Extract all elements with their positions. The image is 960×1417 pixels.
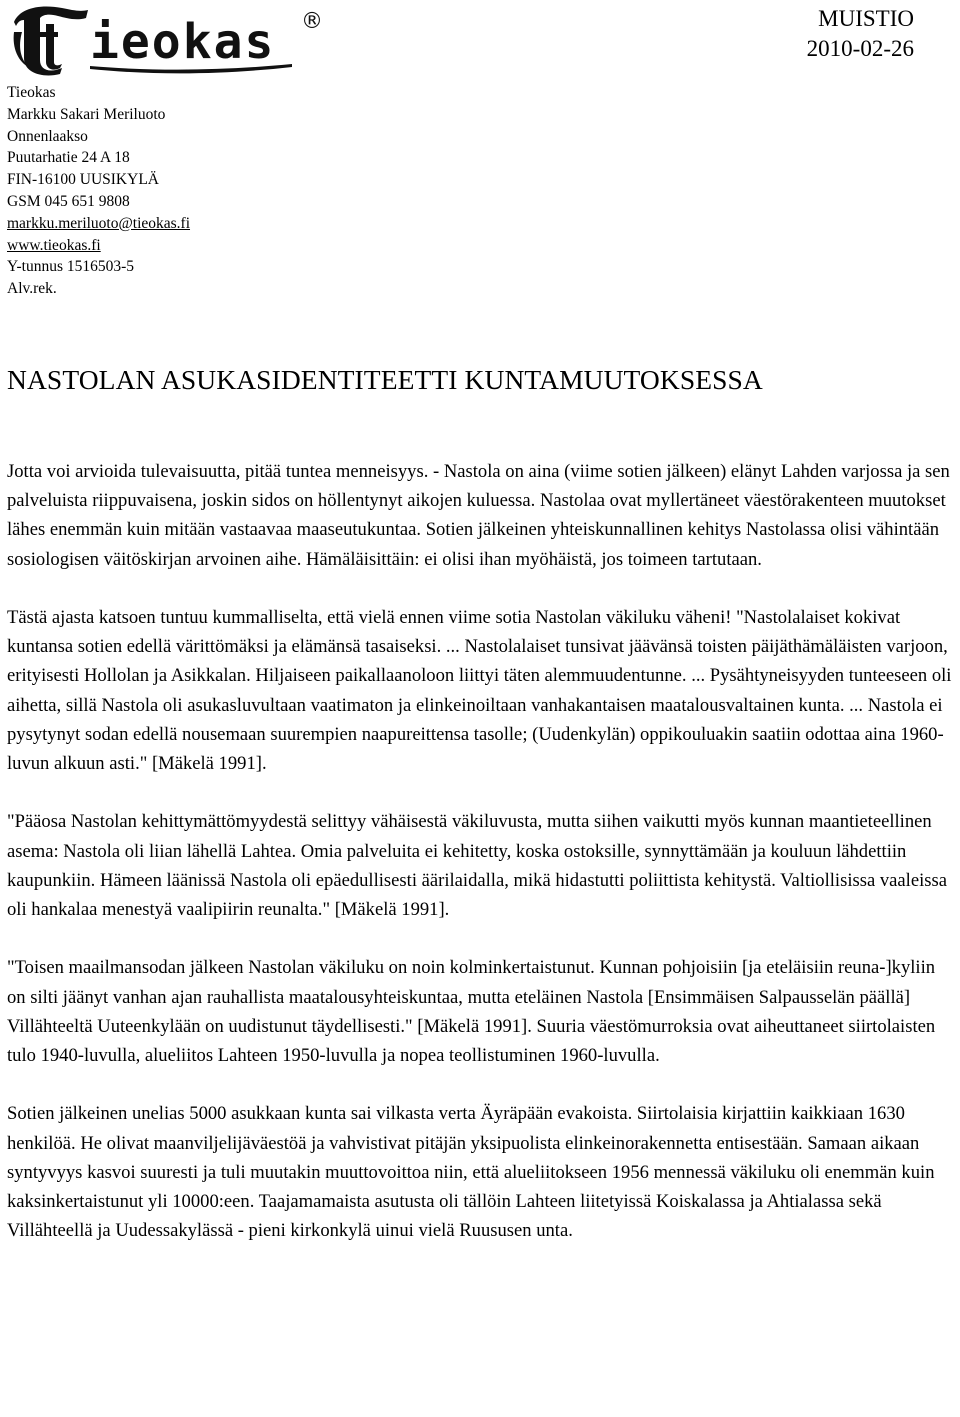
memo-label: MUISTIO — [818, 6, 914, 31]
contact-website-row — [7, 235, 190, 257]
contact-place: Onnenlaakso — [7, 127, 88, 145]
contact-website-link[interactable]: www.tieokas.fi — [7, 236, 101, 254]
logo-t-glyph — [14, 7, 88, 76]
body-paragraph: Jotta voi arvioida tulevaisuutta, pitää tuntea menneisyys. - Nastola on aina (viime sotien jälkeen) elänyt Lahden varjossa ja sen palveluista riippuvaisena, joskin sidos on höllentynyt aikojen kuluessa. Nastolaa ovat myllertäneet väestörakenteen muutokset lähes enemmän kuin mitään vastaavaa maaseutukuntaa. Sotien jälkeinen yhteiskunnallinen kehitys Nastolassa olisi vähintään sosiologisen väitöskirjan arvoinen aihe. Hämäläisittäin: ei olisi ihan myöhäistä, jos toimeen tartutaan. — [7, 461, 950, 570]
memo-header — [807, 4, 914, 64]
tieokas-logo — [10, 2, 330, 76]
contact-company: Tieokas — [7, 84, 56, 101]
document-body — [7, 457, 953, 1245]
contact-email-link[interactable]: markku.meriluoto@tieokas.fi — [7, 214, 191, 232]
contact-block — [7, 82, 190, 300]
contact-phone: GSM 045 651 9808 — [7, 192, 130, 210]
body-paragraph: "Pääosa Nastolan kehittymättömyydestä selittyy vähäisestä väkiluvusta, mutta siihen vaikutti myös kunnan maantieteellinen asema: Nastola oli liian lähellä Lahtea. Omia palveluita ei kehitetty, koska ostoksille, synnyttämään ja kouluun lähdettiin kaupunkiin. Hämeen läänissä Nastola oli epäedullisesti äärilaidalla, mikä hidastutti poliittista kehitystä. Valtiollisissa vaaleissa oli hankalaa menestyä vaalipiirin reunalta." [Mäkelä 1991]. — [7, 811, 947, 921]
contact-business-id: Y-tunnus 1516503-5 — [7, 258, 135, 276]
document-title: NASTOLAN ASUKASIDENTITEETTI KUNTAMUUTOKSESSA — [7, 364, 763, 395]
contact-email-row — [7, 213, 190, 235]
contact-street: Puutarhatie 24 A 18 — [7, 149, 130, 167]
memo-date: 2010-02-26 — [806, 36, 914, 61]
body-paragraph: "Toisen maailmansodan jälkeen Nastolan väkiluku on noin kolminkertaistunut. Kunnan pohjoisiin [ja eteläisiin reuna-]kyliin on silti jäänyt vanhan ajan rauhallista maatalousyhteiskuntaa, mutta eteläinen Nastola [Ensimmäisen Salpausselän päällä] Villähteeltä Uuteenkylään on uudistunut täydellisesti." [Mäkelä 1991]. Suuria väestömurroksia ovat aiheuttaneet siirtolaisten tulo 1940-luvulla, alueliitos Lahteen 1950-luvulla ja nopea teollistuminen 1960-luvulla. — [7, 957, 936, 1067]
body-paragraph: Sotien jälkeinen unelias 5000 asukkaan kunta sai vilkasta verta Äyräpään evakoista. Siirtolaisia kirjattiin kaikkiaan 1630 henkilöä. He olivat maanviljelijäväestöä ja vahvistivat pitäjän yksipuolista elinkeinorakennetta entisestään. Samaan aikaan syntyvyys kasvoi suuresti ja tuli muutakin muuttovoittoa niin, että alueliitokseen 1956 mennessä väkiluku oli enemmän kuin kaksinkertaistunut yli 10000:een. Taajamamaista asutusta oli tällöin Lahteen liitetyissä Koiskalassa ja Ahtialassa sekä Villähteellä ja Uudessakylässä - pieni kirkonkylä uinui vielä Ruususen unta. — [7, 1103, 935, 1242]
logo-wordmark-text: ieokas — [90, 14, 276, 70]
registered-mark: ® — [301, 9, 323, 34]
body-paragraph: Tästä ajasta katsoen tuntuu kummalliselta, että vielä ennen viime sotia Nastolan väkiluku väheni! "Nastolalaiset kokivat kuntansa sotien edellä värittömäksi ja elämänsä tasaiseksi. ... Nastolalaiset tunsivat jäävänsä toisten päijäthämäläisten varjoon, erityisesti Hollolan ja Asikkalan. Hiljaiseen paikallaanoloon liittyi täten alemmuudentunne. ... Pysähtyneisyyden tunteeseen oli aihetta, sillä Nastola oli asukasluvultaan vaatimaton ja elinkeinoiltaan vanhakantaisen maatalousvaltainen kunta. ... Nastola ei pysytynyt sodan edellä nousemaan suurempien naapureittensa tasolle; (Uudenkylän) oppikouluakin saatiin odottaa aina 1960-luvun alkuun asti." [Mäkelä 1991]. — [7, 607, 952, 775]
contact-postal: FIN-16100 UUSIKYLÄ — [7, 171, 159, 189]
tieokas-logo-wordmark — [10, 2, 330, 76]
contact-vat: Alv.rek. — [7, 280, 57, 298]
contact-person: Markku Sakari Meriluoto — [7, 105, 166, 123]
